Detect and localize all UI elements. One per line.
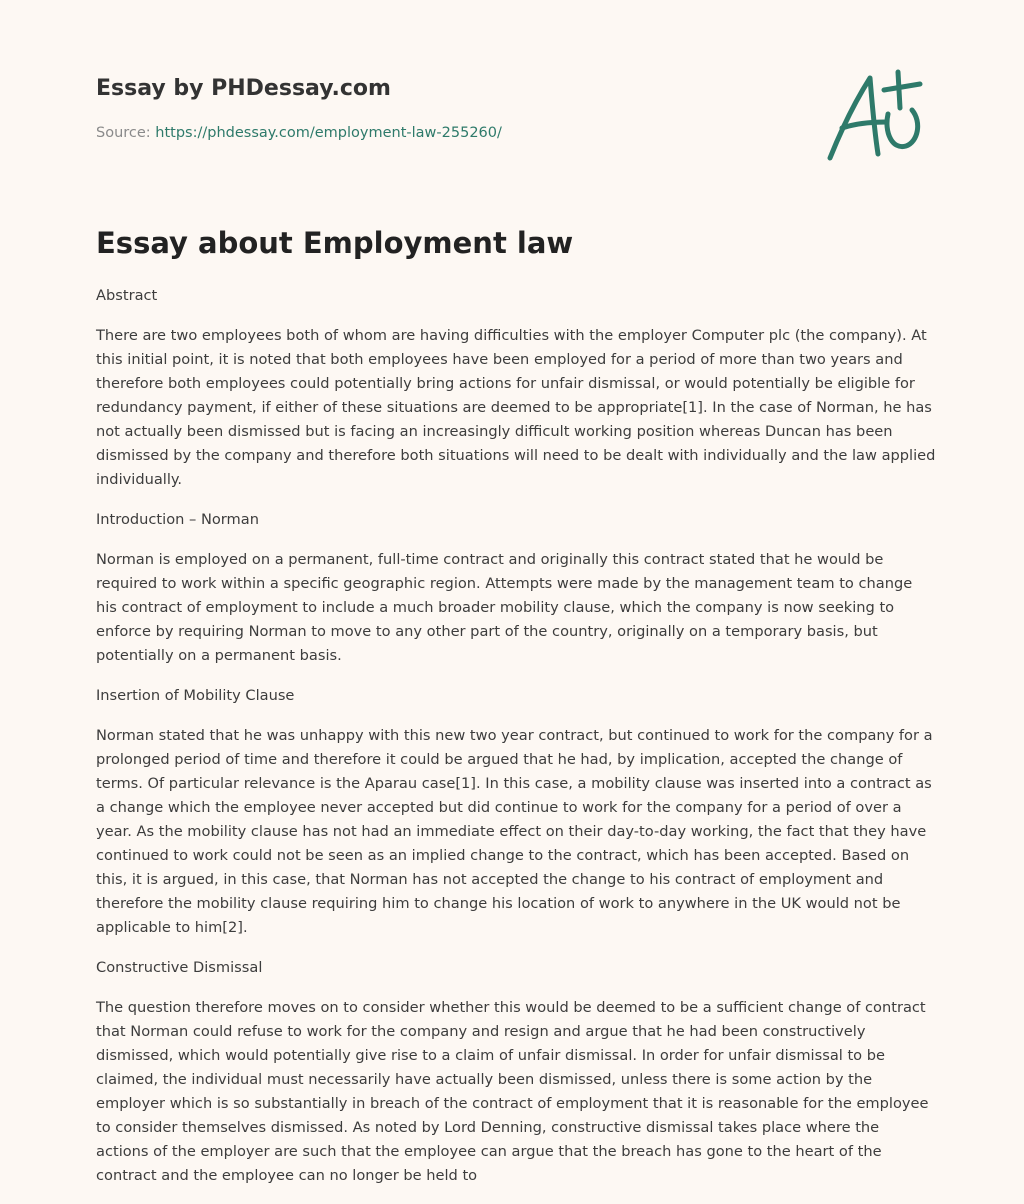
section-heading-constructive-dismissal: Constructive Dismissal xyxy=(96,959,263,976)
essay-body xyxy=(96,284,936,1204)
paragraph-abstract: There are two employees both of whom are having difficulties with the employer Computer plc (the company). At this initial point, it is noted that both employees have been employed for a period of more than two years and therefore both employees could potentially bring actions for unfair dismissal, or would potentially be eligible for redundancy payment, if either of these situations are deemed to be appropriate[1]. In the case of Norman, he has not actually been dismissed but is facing an increasingly difficult working position whereas Duncan has been dismissed by the company and therefore both situations will need to be dealt with individually and the law applied individually. xyxy=(96,327,936,488)
source-line xyxy=(96,125,502,141)
brand-title: Essay by PHDessay.com xyxy=(96,76,391,101)
section-heading-introduction: Introduction – Norman xyxy=(96,511,259,528)
a-plus-icon xyxy=(820,66,932,166)
paragraph-introduction: Norman is employed on a permanent, full-time contract and originally this contract stated that he would be required to work within a specific geographic region. Attempts were made by the management team to change his contract of employment to include a much broader mobility clause, which the company is now seeking to enforce by requiring Norman to move to any other part of the country, originally on a temporary basis, but potentially on a permanent basis. xyxy=(96,551,913,664)
section-heading-mobility-clause: Insertion of Mobility Clause xyxy=(96,687,295,704)
paragraph-constructive-dismissal: The question therefore moves on to consider whether this would be deemed to be a sufficient change of contract that Norman could refuse to work for the company and resign and argue that he had been constructively dismissed, which would potentially give rise to a claim of unfair dismissal. In order for unfair dismissal to be claimed, the individual must necessarily have actually been dismissed, unless there is some action by the employer which is so substantially in breach of the contract of employment that it is reasonable for the employee to consider themselves dismissed. As noted by Lord Denning, constructive dismissal takes place where the actions of the employer are such that the employee can argue that the breach has gone to the heart of the contract and the employee can no longer be held to xyxy=(96,999,929,1184)
paragraph-mobility-clause: Norman stated that he was unhappy with this new two year contract, but continued to work for the company for a prolonged period of time and therefore it could be argued that he had, by implication, accepted the change of terms. Of particular relevance is the Aparau case[1]. In this case, a mobility clause was inserted into a contract as a change which the employee never accepted but did continue to work for the company for a period of over a year. As the mobility clause has not had an immediate effect on their day-to-day working, the fact that they have continued to work could not be seen as an implied change to the contract, which has been accepted. Based on this, it is argued, in this case, that Norman has not accepted the change to his contract of employment and therefore the mobility clause requiring him to change his location of work to anywhere in the UK would not be applicable to him[2]. xyxy=(96,727,933,936)
section-heading-abstract: Abstract xyxy=(96,287,158,304)
source-label: Source: xyxy=(96,125,151,141)
essay-title: Essay about Employment law xyxy=(96,226,574,260)
source-link[interactable]: https://phdessay.com/employment-law-255260/ xyxy=(155,125,502,141)
